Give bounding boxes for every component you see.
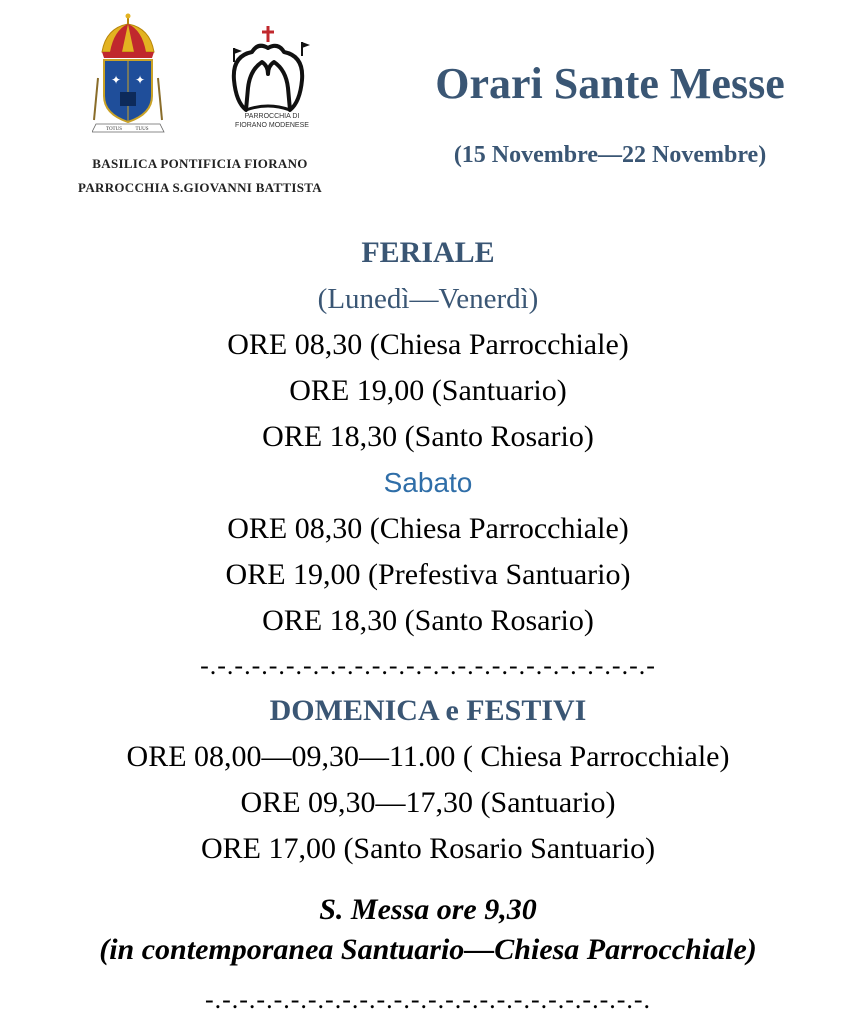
schedule-row: ORE 17,00 (Santo Rosario Santuario) bbox=[200, 832, 656, 865]
schedule-row: ORE 18,30 (Santo Rosario) bbox=[262, 420, 594, 453]
note-line-1: S. Messa ore 9,30 bbox=[319, 893, 537, 926]
basilica-crest-icon bbox=[92, 12, 180, 138]
svg-text:✦: ✦ bbox=[110, 73, 122, 87]
parish-caption-line-2: FIORANO MODENESE bbox=[235, 122, 309, 129]
schedule-row: ORE 08,00—09,30—11.00 ( Chiesa Parrocchiale) bbox=[126, 740, 730, 773]
schedule-row: ORE 18,30 (Santo Rosario) bbox=[262, 604, 594, 637]
parish-caption-line-1: PARROCCHIA DI bbox=[244, 113, 300, 120]
page-title: Orari Sante Messe bbox=[435, 59, 785, 108]
separator: -.-.-.-.-.-.-.-.-.-.-.-.-.-.-.-.-.-.-.-.-.-.-.-.-.-.- bbox=[200, 651, 656, 680]
organization-name: BASILICA PONTIFICIA FIORANO bbox=[92, 156, 308, 171]
schedule-row: ORE 19,00 (Santuario) bbox=[289, 374, 567, 407]
date-range: (15 Novembre—22 Novembre) bbox=[453, 142, 767, 168]
schedule-row: ORE 08,30 (Chiesa Parrocchiale) bbox=[227, 512, 629, 545]
schedule-row: ORE 19,00 (Prefestiva Santuario) bbox=[225, 558, 631, 591]
schedule-content bbox=[0, 230, 856, 1022]
parish-name: PARROCCHIA S.GIOVANNI BATTISTA bbox=[78, 180, 322, 195]
motto-word-2: TUUS bbox=[135, 127, 149, 132]
festivi-heading: DOMENICA e FESTIVI bbox=[269, 694, 587, 727]
svg-text:✦: ✦ bbox=[134, 73, 146, 87]
schedule-row: ORE 08,30 (Chiesa Parrocchiale) bbox=[227, 328, 629, 361]
schedule-row: ORE 09,30—17,30 (Santuario) bbox=[240, 786, 616, 819]
motto-word-1: TOTUS bbox=[105, 127, 123, 132]
note-line-2: (in contemporanea Santuario—Chiesa Parrocchiale) bbox=[99, 933, 757, 966]
saturday-label: Sabato bbox=[383, 467, 473, 498]
separator: -.-.-.-.-.-.-.-.-.-.-.-.-.-.-.-.-.-.-.-.-.-.-.-.-.-. bbox=[204, 985, 652, 1014]
weekday-label: (Lunedì—Venerdì) bbox=[317, 283, 539, 315]
parish-logo-caption bbox=[222, 112, 322, 130]
feriale-heading: FERIALE bbox=[361, 236, 495, 269]
